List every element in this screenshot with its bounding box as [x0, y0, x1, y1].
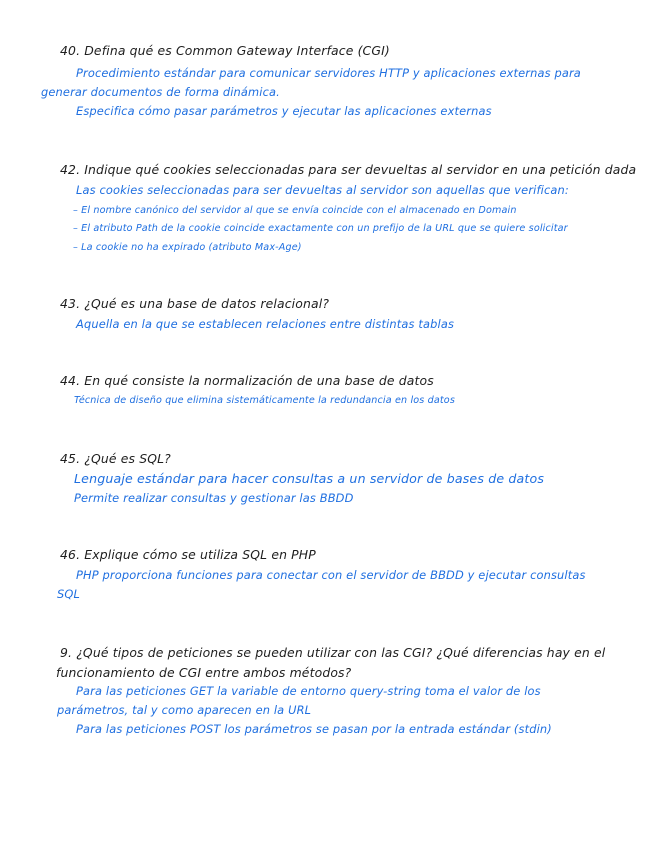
question-42: 42. Indique qué cookies seleccionadas para ser devueltas al servidor en una petición dada — [60, 162, 637, 177]
answer-9-line-1: Para las peticiones GET la variable de entorno query-string toma el valor de los — [76, 684, 541, 698]
question-45: 45. ¿Qué es SQL? — [60, 451, 171, 466]
answer-40-line-1: Procedimiento estándar para comunicar servidores HTTP y aplicaciones externas para — [76, 66, 581, 80]
question-46: 46. Explique cómo se utiliza SQL en PHP — [60, 547, 316, 562]
answer-42-bullet-1: – El nombre canónico del servidor al que se envía coincide con el almacenado en Domain — [73, 205, 517, 216]
answer-46-line-2: SQL — [57, 587, 80, 601]
question-40: 40. Defina qué es Common Gateway Interface (CGI) — [60, 43, 390, 58]
answer-9-line-3: Para las peticiones POST los parámetros se pasan por la entrada estándar (stdin) — [76, 722, 552, 736]
answer-43-line-1: Aquella en la que se establecen relaciones entre distintas tablas — [76, 317, 455, 331]
answer-40-line-2: generar documentos de forma dinámica. — [41, 85, 280, 99]
answer-46-line-1: PHP proporciona funciones para conectar con el servidor de BBDD y ejecutar consultas — [76, 568, 586, 582]
answer-9-line-2: parámetros, tal y como aparecen en la URL — [57, 703, 312, 717]
question-9: 9. ¿Qué tipos de peticiones se pueden utilizar con las CGI? ¿Qué diferencias hay en el — [60, 645, 606, 660]
answer-42-line-1: Las cookies seleccionadas para ser devueltas al servidor son aquellas que verifican: — [76, 183, 569, 197]
question-9-continued: funcionamiento de CGI entre ambos métodos? — [56, 665, 352, 680]
answer-44-line-1: Técnica de diseño que elimina sistemáticamente la redundancia en los datos — [74, 395, 455, 406]
question-43: 43. ¿Qué es una base de datos relacional? — [60, 296, 330, 311]
answer-40-line-3: Especifica cómo pasar parámetros y ejecutar las aplicaciones externas — [76, 104, 492, 118]
answer-42-bullet-3: – La cookie no ha expirado (atributo Max-Age) — [73, 242, 302, 253]
answer-45-line-1: Lenguaje estándar para hacer consultas a un servidor de bases de datos — [74, 471, 545, 486]
question-44: 44. En qué consiste la normalización de una base de datos — [60, 373, 434, 388]
answer-42-bullet-2: – El atributo Path de la cookie coincide exactamente con un prefijo de la URL que se quiere solicitar — [73, 223, 568, 234]
answer-45-line-2: Permite realizar consultas y gestionar las BBDD — [74, 491, 354, 505]
